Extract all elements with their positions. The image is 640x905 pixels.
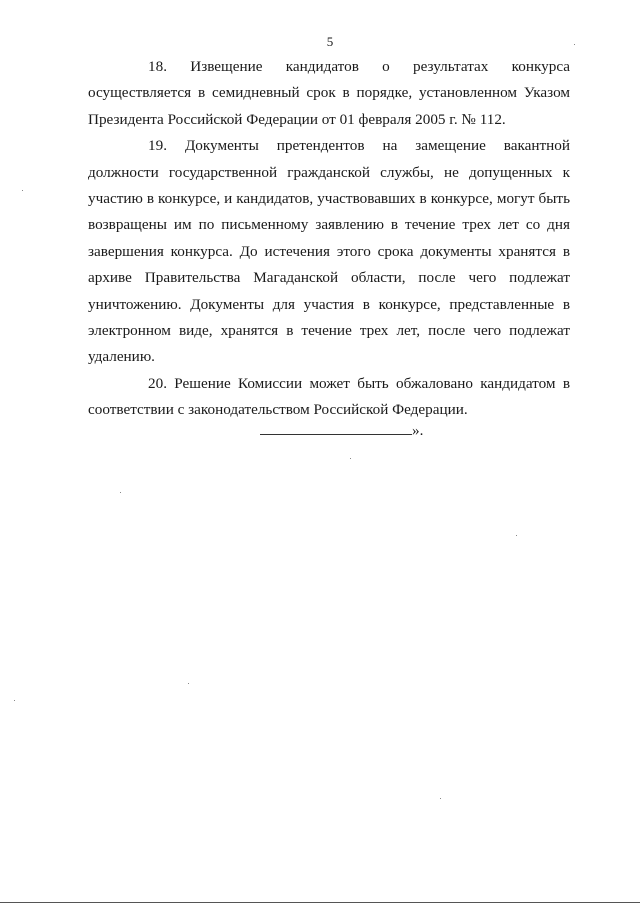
document-body [88,54,570,424]
scan-speck [350,458,351,459]
scan-speck [188,683,189,684]
paragraph-19: 19. Документы претендентов на замещение вакантной должности государственной гражданской службы, не допущенных к участию в конкурсе, и кандидатов, участвовавших в конкурсе, могут быть возвращены им по письменному заявлению в течение трех лет со дня завершения конкурса. До истечения этого срока документы хранятся в архиве Правительства Магаданской области, после чего подлежат уничтожению. Документы для участия в конкурсе, представленные в электронном виде, хранятся в течение трех лет, после чего подлежат удалению. [88,137,570,366]
scan-speck [574,44,575,45]
page-number: 5 [326,34,334,49]
scan-speck [120,492,121,493]
scan-bottom-edge [0,902,640,903]
closing-quote: ». [412,422,424,439]
paragraph-20: 20. Решение Комиссии может быть обжаловано кандидатом в соответствии с законодательством Российской Федерации. [88,374,570,419]
scan-speck [516,535,517,536]
scan-speck [440,798,441,799]
closing-line [260,420,423,440]
separator-rule [260,420,412,435]
paragraph-18: 18. Извещение кандидатов о результатах конкурса осуществляется в семидневный срок в порядке, установленном Указом Президента Российской Федерации от 01 февраля 2005 г. № 112. [88,58,570,128]
scan-speck [22,190,23,191]
scan-speck [14,700,15,701]
